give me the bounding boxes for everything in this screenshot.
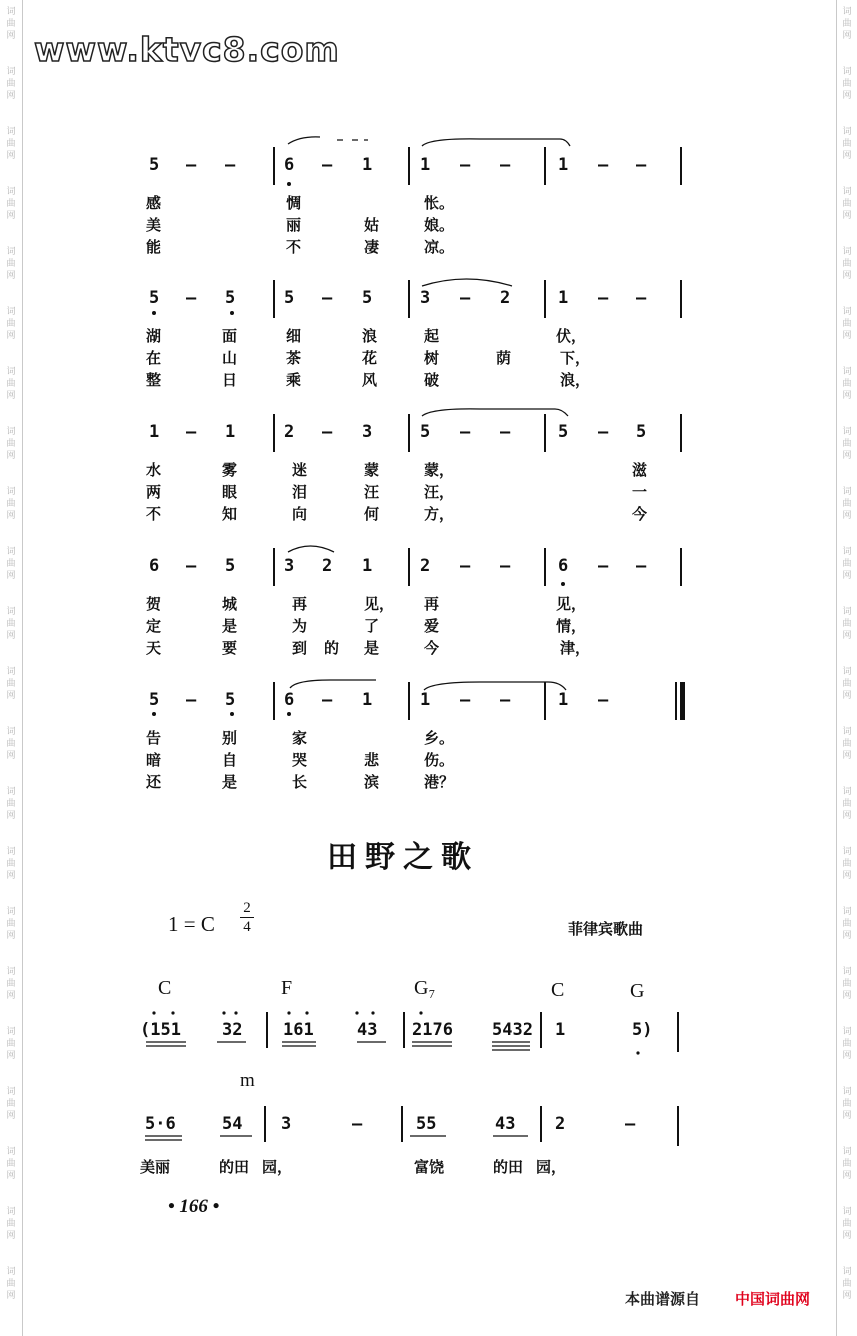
score-lyric: 津， bbox=[560, 639, 591, 657]
side-label: 词 曲 网 bbox=[842, 187, 852, 221]
score-lyric: 要 bbox=[222, 639, 238, 657]
melody-note-3: 3 bbox=[281, 1114, 292, 1134]
score-lyric: 汪， bbox=[424, 483, 455, 501]
score-note: — bbox=[598, 155, 609, 175]
side-label: 词 曲 网 bbox=[842, 1207, 852, 1241]
score-note: 1 bbox=[362, 556, 373, 576]
score-lyric: 再 bbox=[424, 595, 440, 613]
score-lyric: 今 bbox=[424, 639, 440, 657]
score-lyric: 姑 bbox=[364, 216, 380, 234]
score-note: 2 bbox=[500, 288, 511, 308]
side-label: 词 曲 网 bbox=[842, 1087, 852, 1121]
page-number: • 166 • bbox=[168, 1196, 220, 1217]
intro-note-5: 2176 bbox=[412, 1020, 453, 1040]
melody-note-8: — bbox=[625, 1114, 636, 1134]
side-label: 词 曲 网 bbox=[6, 67, 16, 101]
side-label: 词 曲 网 bbox=[842, 1267, 852, 1301]
score-note: 1 bbox=[362, 155, 373, 175]
score-note: 5 bbox=[558, 422, 569, 442]
score-note: — bbox=[186, 556, 197, 576]
chord-3: G₇ bbox=[414, 977, 436, 999]
score-lyric: 知 bbox=[222, 505, 238, 523]
score-note: — bbox=[225, 155, 236, 175]
score-note: 5 bbox=[362, 288, 373, 308]
side-label: 词 曲 网 bbox=[842, 967, 852, 1001]
side-label: 词 曲 网 bbox=[6, 727, 16, 761]
score-note: — bbox=[598, 690, 609, 710]
side-label: 词 曲 网 bbox=[842, 7, 852, 41]
watermark-url: www.ktvc8.com bbox=[34, 30, 340, 69]
side-label: 词 曲 网 bbox=[842, 67, 852, 101]
score-lyric: 凄 bbox=[364, 238, 380, 256]
score-lyric: 感 bbox=[146, 194, 162, 212]
score-lyric: 两 bbox=[146, 483, 162, 501]
score-note: — bbox=[460, 690, 471, 710]
score-note: 1 bbox=[149, 422, 160, 442]
score-note: 5 bbox=[284, 288, 295, 308]
melody-note-7: 2 bbox=[555, 1114, 566, 1134]
score-lyric: 不 bbox=[146, 505, 162, 523]
side-label: 词 曲 网 bbox=[6, 427, 16, 461]
score-note: — bbox=[186, 288, 197, 308]
score-lyric: 向 bbox=[292, 505, 308, 523]
score-note: 1 bbox=[558, 288, 569, 308]
intro-note-1: (151 bbox=[140, 1020, 181, 1040]
score-lyric: 暗 bbox=[146, 751, 162, 769]
side-label: 词 曲 网 bbox=[842, 847, 852, 881]
chord-4: C bbox=[551, 979, 565, 1001]
score-lyric: 为 bbox=[292, 617, 308, 635]
intro-note-6: 5432 bbox=[492, 1020, 533, 1040]
score-note: — bbox=[500, 422, 511, 442]
score-note: — bbox=[598, 556, 609, 576]
score-note: — bbox=[636, 155, 647, 175]
brand-link[interactable]: 中国词曲网 bbox=[735, 1290, 811, 1308]
score-note: 1 bbox=[420, 690, 431, 710]
chord-5: G bbox=[630, 980, 645, 1002]
score-note: — bbox=[500, 155, 511, 175]
score-lyric: 破 bbox=[424, 371, 440, 389]
side-label: 词 曲 网 bbox=[842, 667, 852, 701]
score-lyric: 情， bbox=[556, 617, 587, 635]
score-lyric: 汪 bbox=[364, 483, 380, 501]
score-lyric: 美 bbox=[146, 216, 162, 234]
score-note: 5 bbox=[149, 155, 160, 175]
score-lyric: 能 bbox=[146, 238, 162, 256]
melody-lyric-2: 的田 bbox=[219, 1158, 250, 1176]
score-lyric: 今 bbox=[632, 505, 648, 523]
key-signature: 1 = C bbox=[168, 912, 215, 936]
score-note: — bbox=[598, 422, 609, 442]
score-note: — bbox=[186, 155, 197, 175]
melody-note-6: 43 bbox=[495, 1114, 516, 1134]
score-lyric: 湖 bbox=[146, 327, 162, 345]
side-label: 词 曲 网 bbox=[842, 307, 852, 341]
score-lyric: 哭 bbox=[292, 751, 308, 769]
score-lyric: 还 bbox=[146, 773, 162, 791]
score-note: 1 bbox=[558, 155, 569, 175]
score-lyric: 水 bbox=[146, 461, 162, 479]
score-lyric: 一 bbox=[632, 483, 648, 501]
score-note: — bbox=[598, 288, 609, 308]
score-note: 6 bbox=[558, 556, 569, 576]
score-note: 6 bbox=[149, 556, 160, 576]
side-label: 词 曲 网 bbox=[6, 787, 16, 821]
side-label: 词 曲 网 bbox=[842, 367, 852, 401]
score-lyric: 起 bbox=[424, 327, 440, 345]
score-lyric: 告 bbox=[146, 729, 162, 747]
score-note: 1 bbox=[558, 690, 569, 710]
side-label: 词 曲 网 bbox=[6, 187, 16, 221]
score-lyric: 凉。 bbox=[424, 238, 455, 256]
score-note: 5 bbox=[636, 422, 647, 442]
melody-lyric-4: 富饶 bbox=[414, 1158, 445, 1176]
score-note: — bbox=[322, 422, 333, 442]
side-label: 词 曲 网 bbox=[6, 547, 16, 581]
score-note: — bbox=[636, 556, 647, 576]
melody-note-2: 54 bbox=[222, 1114, 243, 1134]
score-lyric: 雾 bbox=[222, 461, 238, 479]
score-lyric: 不 bbox=[286, 238, 302, 256]
side-label: 词 曲 网 bbox=[6, 907, 16, 941]
score-lyric: 悲 bbox=[364, 751, 380, 769]
score-note: — bbox=[460, 155, 471, 175]
intro-note-8: 5) bbox=[632, 1020, 653, 1040]
time-bottom: 4 bbox=[243, 919, 251, 935]
score-lyric: 城 bbox=[222, 595, 238, 613]
intro-note-4: 43 bbox=[357, 1020, 378, 1040]
score-note: — bbox=[500, 556, 511, 576]
score-lyric: 自 bbox=[222, 751, 238, 769]
score-note: 3 bbox=[420, 288, 431, 308]
side-label: 词 曲 网 bbox=[6, 667, 16, 701]
score-lyric: 泪 bbox=[292, 483, 308, 501]
side-label: 词 曲 网 bbox=[6, 967, 16, 1001]
score-note: 3 bbox=[362, 422, 373, 442]
score-note: 5 bbox=[149, 288, 160, 308]
score-note: 1 bbox=[420, 155, 431, 175]
side-label: 词 曲 网 bbox=[842, 727, 852, 761]
score-lyric: 爱 bbox=[424, 617, 440, 635]
time-signature bbox=[240, 900, 254, 935]
score-lyric: 浪 bbox=[362, 327, 378, 345]
score-lyric: 山 bbox=[222, 349, 238, 367]
score-lyric: 细 bbox=[286, 327, 302, 345]
melody-note-1: 5·6 bbox=[145, 1114, 176, 1134]
intro-note-3: 161 bbox=[283, 1020, 314, 1040]
score-lyric: 天 bbox=[146, 639, 162, 657]
side-label: 词 曲 网 bbox=[842, 607, 852, 641]
side-label: 词 曲 网 bbox=[6, 487, 16, 521]
score-lyric: 迷 bbox=[292, 461, 308, 479]
melody-lyric-5: 的田 bbox=[493, 1158, 524, 1176]
score-lyric: 蒙 bbox=[364, 461, 380, 479]
score-note: — bbox=[500, 690, 511, 710]
score-lyric: 伤。 bbox=[424, 751, 455, 769]
side-label: 词 曲 网 bbox=[842, 907, 852, 941]
score-lyric: 见， bbox=[556, 595, 587, 613]
side-label: 词 曲 网 bbox=[842, 1147, 852, 1181]
score-lyric: 别 bbox=[222, 729, 238, 747]
score-lyric: 荫 bbox=[496, 349, 512, 367]
score-note: — bbox=[460, 556, 471, 576]
score-note: 5 bbox=[225, 288, 236, 308]
score-lyric: 惆 bbox=[286, 194, 302, 212]
score-lyric: 丽 bbox=[286, 216, 302, 234]
score-lyric: 贺 bbox=[146, 595, 162, 613]
source-label: 本曲谱源自 bbox=[625, 1290, 701, 1308]
score-lyric: 乘 bbox=[286, 371, 302, 389]
score-note: 6 bbox=[284, 690, 295, 710]
score-lyric: 下， bbox=[560, 349, 591, 367]
composer: 菲律宾歌曲 bbox=[568, 920, 644, 938]
m-label: m bbox=[240, 1070, 255, 1091]
score-note: 1 bbox=[225, 422, 236, 442]
chord-2: F bbox=[281, 977, 293, 999]
score-note: 5 bbox=[149, 690, 160, 710]
intro-note-2: 32 bbox=[222, 1020, 243, 1040]
score-lyric: 家 bbox=[292, 729, 308, 747]
song-title: 田野之歌 bbox=[327, 840, 479, 875]
score-lyric: 见， bbox=[364, 595, 395, 613]
score-lyric: 茶 bbox=[286, 349, 302, 367]
score-lyric: 方， bbox=[424, 505, 455, 523]
melody-note-5: 55 bbox=[416, 1114, 437, 1134]
score-lyric: 是 bbox=[222, 773, 238, 791]
melody-lyric-6: 园， bbox=[536, 1158, 567, 1176]
side-label: 词 曲 网 bbox=[6, 247, 16, 281]
score-note: 2 bbox=[420, 556, 431, 576]
score-lyric: 怅。 bbox=[424, 194, 455, 212]
side-label: 词 曲 网 bbox=[842, 427, 852, 461]
score-note: — bbox=[322, 690, 333, 710]
side-label: 词 曲 网 bbox=[842, 547, 852, 581]
score-lyric: 伏， bbox=[556, 327, 587, 345]
score-note: 2 bbox=[322, 556, 333, 576]
score-lyric: 是 bbox=[364, 639, 380, 657]
score-lyric: 到 bbox=[292, 639, 308, 657]
score-note: 3 bbox=[284, 556, 295, 576]
side-label: 词 曲 网 bbox=[6, 127, 16, 161]
score-note: — bbox=[322, 288, 333, 308]
score-lyric: 的 bbox=[324, 639, 340, 657]
side-label: 词 曲 网 bbox=[842, 787, 852, 821]
score-lyric: 花 bbox=[362, 349, 378, 367]
score-lyric: 树 bbox=[424, 349, 440, 367]
side-label: 词 曲 网 bbox=[6, 307, 16, 341]
score-lyric: 眼 bbox=[222, 483, 238, 501]
score-lyric: 何 bbox=[364, 505, 380, 523]
side-label: 词 曲 网 bbox=[6, 1147, 16, 1181]
score-note: — bbox=[636, 288, 647, 308]
score-lyric: 滨 bbox=[364, 773, 380, 791]
melody-lyric-3: 园， bbox=[262, 1158, 293, 1176]
side-label: 词 曲 网 bbox=[842, 487, 852, 521]
score-lyric: 再 bbox=[292, 595, 308, 613]
score-lyric: 乡。 bbox=[424, 729, 455, 747]
side-label: 词 曲 网 bbox=[6, 367, 16, 401]
score-lyric: 是 bbox=[222, 617, 238, 635]
score-note: 5 bbox=[225, 556, 236, 576]
score-lyric: 风 bbox=[362, 371, 378, 389]
score-lyric: 娘。 bbox=[424, 216, 455, 234]
score-lyric: 滋 bbox=[632, 461, 648, 479]
score-note: 5 bbox=[420, 422, 431, 442]
score-note: 5 bbox=[225, 690, 236, 710]
score-note: 2 bbox=[284, 422, 295, 442]
score-note: — bbox=[322, 155, 333, 175]
score-note: — bbox=[460, 288, 471, 308]
score-lyric: 整 bbox=[146, 371, 162, 389]
melody-note-4: — bbox=[352, 1114, 363, 1134]
score-note: 6 bbox=[284, 155, 295, 175]
side-label: 词 曲 网 bbox=[6, 847, 16, 881]
score-lyric: 港？ bbox=[424, 773, 455, 791]
score-note: 1 bbox=[362, 690, 373, 710]
side-label: 词 曲 网 bbox=[6, 1087, 16, 1121]
side-label: 词 曲 网 bbox=[6, 1027, 16, 1061]
intro-note-7: 1 bbox=[555, 1020, 566, 1040]
score-lyric: 浪， bbox=[560, 371, 591, 389]
score-note: — bbox=[186, 690, 197, 710]
melody-lyric-1: 美丽 bbox=[140, 1158, 171, 1176]
score-lyric: 日 bbox=[222, 371, 238, 389]
side-label: 词 曲 网 bbox=[842, 127, 852, 161]
score-note: — bbox=[186, 422, 197, 442]
time-top: 2 bbox=[243, 900, 251, 916]
side-label: 词 曲 网 bbox=[6, 1207, 16, 1241]
score-note: — bbox=[460, 422, 471, 442]
score-lyric: 了 bbox=[364, 617, 380, 635]
score-lyric: 长 bbox=[292, 773, 308, 791]
score-lyric: 在 bbox=[146, 349, 162, 367]
side-label: 词 曲 网 bbox=[842, 1027, 852, 1061]
score-lyric: 蒙， bbox=[424, 461, 455, 479]
score-lyric: 面 bbox=[222, 327, 238, 345]
side-label: 词 曲 网 bbox=[842, 247, 852, 281]
side-label: 词 曲 网 bbox=[6, 1267, 16, 1301]
side-label: 词 曲 网 bbox=[6, 607, 16, 641]
side-label: 词 曲 网 bbox=[6, 7, 16, 41]
chord-1: C bbox=[158, 977, 172, 999]
score-lyric: 定 bbox=[146, 617, 162, 635]
